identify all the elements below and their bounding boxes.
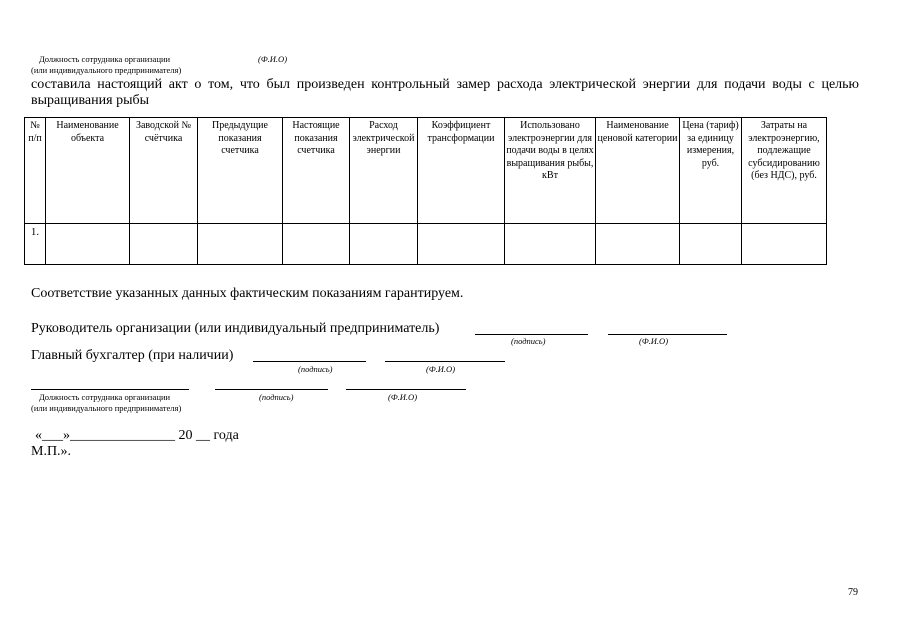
column-header: Предыдущие показания счетчика <box>198 118 283 224</box>
measurement-table <box>24 117 827 265</box>
table-row <box>25 224 827 265</box>
employee-sign-caption: (подпись) <box>259 392 294 402</box>
accountant-signature-label: Главный бухгалтер (при наличии) <box>31 348 234 363</box>
column-header: Настоящие показания счетчика <box>283 118 350 224</box>
column-header: Затраты на электроэнергию, подлежащие субсидированию (без НДС), руб. <box>742 118 827 224</box>
employee-position-line <box>31 389 189 390</box>
column-header: Заводской № счётчика <box>130 118 198 224</box>
column-header: Коэффициент трансформации <box>418 118 505 224</box>
fio-caption: (Ф.И.О) <box>258 54 288 64</box>
table-cell <box>596 224 680 265</box>
column-header: Наименование ценовой категории <box>596 118 680 224</box>
head-signature-label: Руководитель организации (или индивидуальный предприниматель) <box>31 321 440 336</box>
table-cell <box>130 224 198 265</box>
column-header: Цена (тариф) за единицу измерения, руб. <box>680 118 742 224</box>
intro-paragraph: составила настоящий акт о том, что был произведен контрольный замер расхода электрической энергии для подачи воды с целью выращивания рыбы <box>31 77 859 108</box>
table-cell <box>418 224 505 265</box>
head-signature-line <box>475 334 588 335</box>
head-fio-line <box>608 334 727 335</box>
column-header: № п/п <box>25 118 46 224</box>
table-cell <box>350 224 418 265</box>
position-caption: Должность сотрудника организации <box>39 54 171 64</box>
table-cell <box>283 224 350 265</box>
column-header: Использовано электроэнергии для подачи воды в целях выращивания рыбы, кВт <box>505 118 596 224</box>
guarantee-statement: Соответствие указанных данных фактическим показаниям гарантируем. <box>31 286 464 301</box>
accountant-fio-caption: (Ф.И.О) <box>426 364 456 374</box>
position-caption-line2: (или индивидуального предпринимателя) <box>31 65 182 75</box>
date-line: «___»_______________ 20 __ года <box>35 428 239 443</box>
table-cell <box>680 224 742 265</box>
head-fio-caption: (Ф.И.О) <box>639 336 669 346</box>
table-header-row <box>25 118 827 224</box>
employee-signature-line <box>215 389 328 390</box>
table-cell <box>742 224 827 265</box>
employee-position-caption: Должность сотрудника организации <box>39 392 171 402</box>
employee-fio-line <box>346 389 466 390</box>
accountant-signature-line <box>253 361 366 362</box>
stamp-mark: М.П.». <box>31 444 72 459</box>
head-sign-caption: (подпись) <box>511 336 546 346</box>
column-header: Наименование объекта <box>46 118 130 224</box>
column-header: Расход электрической энергии <box>350 118 418 224</box>
employee-fio-caption: (Ф.И.О) <box>388 392 418 402</box>
employee-position-caption-line2: (или индивидуального предпринимателя) <box>31 403 182 413</box>
table-cell <box>505 224 596 265</box>
accountant-sign-caption: (подпись) <box>298 364 333 374</box>
page-number: 79 <box>848 587 858 598</box>
table-cell-number: 1. <box>25 224 46 265</box>
table-cell <box>198 224 283 265</box>
table-cell <box>46 224 130 265</box>
accountant-fio-line <box>385 361 505 362</box>
